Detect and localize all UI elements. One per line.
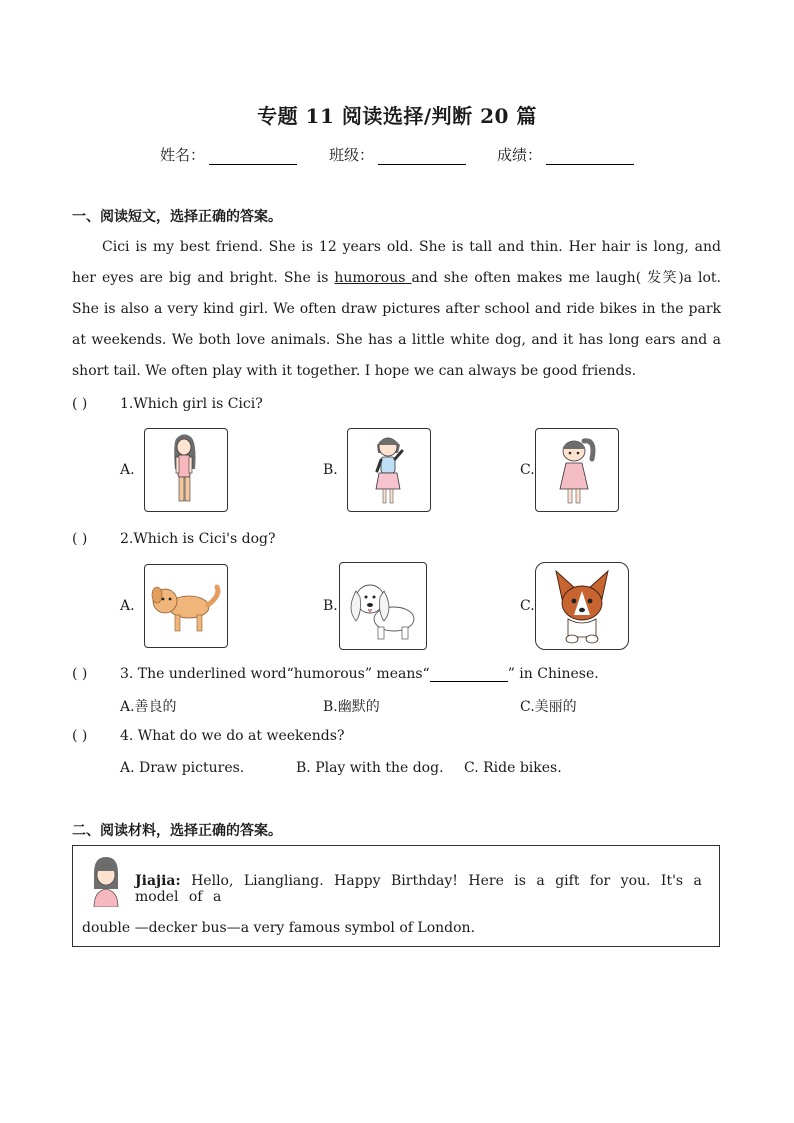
dialog-line-2: double —decker bus—a very famous symbol of London. — [82, 920, 476, 936]
jiajia-avatar — [88, 855, 124, 907]
q1-label-a: A. — [120, 462, 135, 478]
passage-text-1: Cici is my best friend. She is 12 years old. She is tall and thin. Her hair is long, and her eyes are big and bright. She is — [72, 239, 721, 286]
class-field — [329, 144, 466, 165]
passage-underlined-word: humorous — [334, 270, 412, 286]
score-blank[interactable] — [546, 148, 634, 165]
dog-c-image[interactable] — [535, 562, 629, 650]
question-4 — [72, 728, 344, 744]
dog-a-image[interactable] — [144, 564, 228, 648]
q2-label-b: B. — [323, 598, 338, 614]
speaker-name: Jiajia: — [135, 873, 181, 889]
answer-paren-3[interactable]: ( ) — [72, 666, 88, 682]
section1-heading: 一、阅读短文，选择正确的答案。 — [72, 209, 282, 225]
page-title: 专题 11 阅读选择/判断 20 篇 — [257, 104, 537, 128]
question-1 — [72, 396, 263, 412]
answer-paren-2[interactable]: ( ) — [72, 531, 88, 547]
q1-label-c: C. — [520, 462, 535, 478]
q3-option-a[interactable]: A.善良的 — [120, 699, 177, 715]
question-1-text: 1.Which girl is Cici? — [120, 396, 263, 412]
q1-label-b: B. — [323, 462, 338, 478]
question-3-text-before: 3. The underlined word“humorous” means“ — [120, 666, 430, 682]
section2-heading: 二、阅读材料，选择正确的答案。 — [72, 823, 282, 839]
q4-option-c[interactable]: C. Ride bikes. — [464, 760, 562, 776]
score-field — [497, 144, 634, 165]
girl-c-image[interactable] — [535, 428, 619, 512]
q3-option-c[interactable]: C.美丽的 — [520, 699, 577, 715]
name-blank[interactable] — [209, 148, 297, 165]
q4-option-a[interactable]: A. Draw pictures. — [120, 760, 245, 776]
reading-passage — [72, 232, 721, 387]
name-label: 姓名： — [160, 146, 206, 164]
q2-label-a: A. — [120, 598, 135, 614]
question-2-text: 2.Which is Cici's dog? — [120, 531, 276, 547]
dialog-text-1: Hello, Liangliang. Happy Birthday! Here is a gift for you. It's a model of a — [135, 873, 702, 905]
class-label: 班级： — [329, 146, 375, 164]
passage-text-2: and she often makes me laugh( 发笑)a lot. She is also a very kind girl. We often draw pictures after school and ride bikes in the park at weekends. We both love animals. She has a little white dog, and it has long ears and a short tail. We often play with it together. I hope we can always be good friends. — [72, 270, 721, 379]
class-blank[interactable] — [378, 148, 466, 165]
score-label: 成绩： — [497, 146, 543, 164]
q4-option-b[interactable]: B. Play with the dog. — [296, 760, 444, 776]
name-field — [160, 144, 297, 165]
dog-b-image[interactable] — [339, 562, 427, 650]
question-2 — [72, 531, 276, 547]
answer-paren-1[interactable]: ( ) — [72, 396, 88, 412]
girl-b-image[interactable] — [347, 428, 431, 512]
q2-label-c: C. — [520, 598, 535, 614]
question-3 — [72, 666, 599, 682]
question-3-text-after: ” in Chinese. — [507, 666, 599, 682]
q3-blank[interactable] — [430, 667, 508, 682]
girl-a-image[interactable] — [144, 428, 228, 512]
q3-option-b[interactable]: B.幽默的 — [323, 699, 380, 715]
answer-paren-4[interactable]: ( ) — [72, 728, 88, 744]
question-4-text: 4. What do we do at weekends? — [120, 728, 345, 744]
dialog-line-1 — [135, 873, 715, 905]
